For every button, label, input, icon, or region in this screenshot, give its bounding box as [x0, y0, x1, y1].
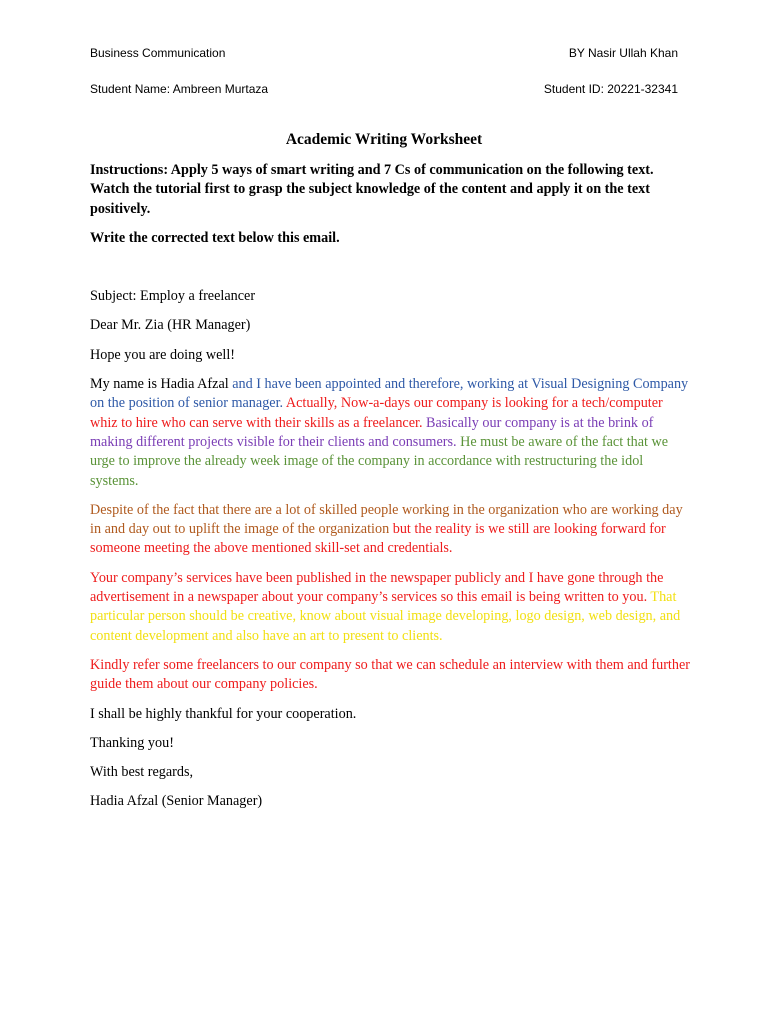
- header-row-2: [90, 82, 678, 96]
- email-subject: Subject: Employ a freelancer: [90, 288, 256, 305]
- page-title: Academic Writing Worksheet: [285, 131, 483, 148]
- email-paragraph-1: [90, 375, 690, 491]
- email-paragraph-3: [90, 569, 690, 646]
- p1-sentence-looking: Actually, Now-a-days our company is looking for a tech/computer whiz to hire who can serve with their skills as a freelancer.: [90, 395, 663, 431]
- email-opener: Hope you are doing well!: [90, 346, 235, 363]
- email-paragraph-2: [90, 501, 690, 559]
- instructor-name: BY Nasir Ullah Khan: [568, 46, 678, 60]
- header-row-1: [90, 46, 678, 60]
- p1-sentence-projects: Basically our company is at the brink of making different projects visible for their clients and consumers.: [90, 414, 654, 450]
- email-thanking: Thanking you!: [90, 734, 174, 751]
- p1-sentence-image: He must be aware of the fact that we urge to improve the already week image of the company in accordance with restructuring the idol systems.: [90, 433, 669, 489]
- email-greeting: Dear Mr. Zia (HR Manager): [90, 317, 251, 334]
- p3-sentence-requirements: That particular person should be creative, know about visual image developing, logo design, web design, and content development and also have an art to present to clients.: [90, 589, 681, 644]
- p1-sentence-intro: My name is Hadia Afzal: [90, 376, 233, 393]
- document-body: [90, 161, 690, 822]
- instructions-corrected-text: Write the corrected text below this email.: [90, 229, 340, 246]
- student-name: Student Name: Ambreen Murtaza: [90, 82, 269, 96]
- p2-sentence-despite: Despite of the fact that there are a lot of skilled people working in the organization who are working day in and day out to uplift the image of the organization: [90, 501, 683, 538]
- p2-sentence-reality: but the reality is we still are looking forward for someone meeting the above mentioned skill-set and credentials.: [90, 521, 666, 557]
- p3-sentence-services: Your company’s services have been published in the newspaper publicly and I have gone through the advertisement in a newspaper about your company’s services so this email is being written to you.: [90, 569, 664, 606]
- course-name: Business Communication: [90, 46, 226, 60]
- email-paragraph-4: Kindly refer some freelancers to our company so that we can schedule an interview with them and further guide them about our company policies.: [90, 656, 690, 693]
- email-signature: Hadia Afzal (Senior Manager): [90, 793, 263, 810]
- email-regards: With best regards,: [90, 764, 194, 781]
- email-thanks: I shall be highly thankful for your cooperation.: [90, 705, 357, 722]
- instructions: Instructions: Apply 5 ways of smart writing and 7 Cs of communication on the following text. Watch the tutorial first to grasp the subject knowledge of the content and apply it on the text positively.: [90, 162, 654, 217]
- p1-sentence-position: and I have been appointed and therefore, working at Visual Designing Company on the position of senior manager.: [90, 376, 689, 412]
- spacer: [90, 258, 690, 287]
- student-id: Student ID: 20221-32341: [543, 82, 678, 96]
